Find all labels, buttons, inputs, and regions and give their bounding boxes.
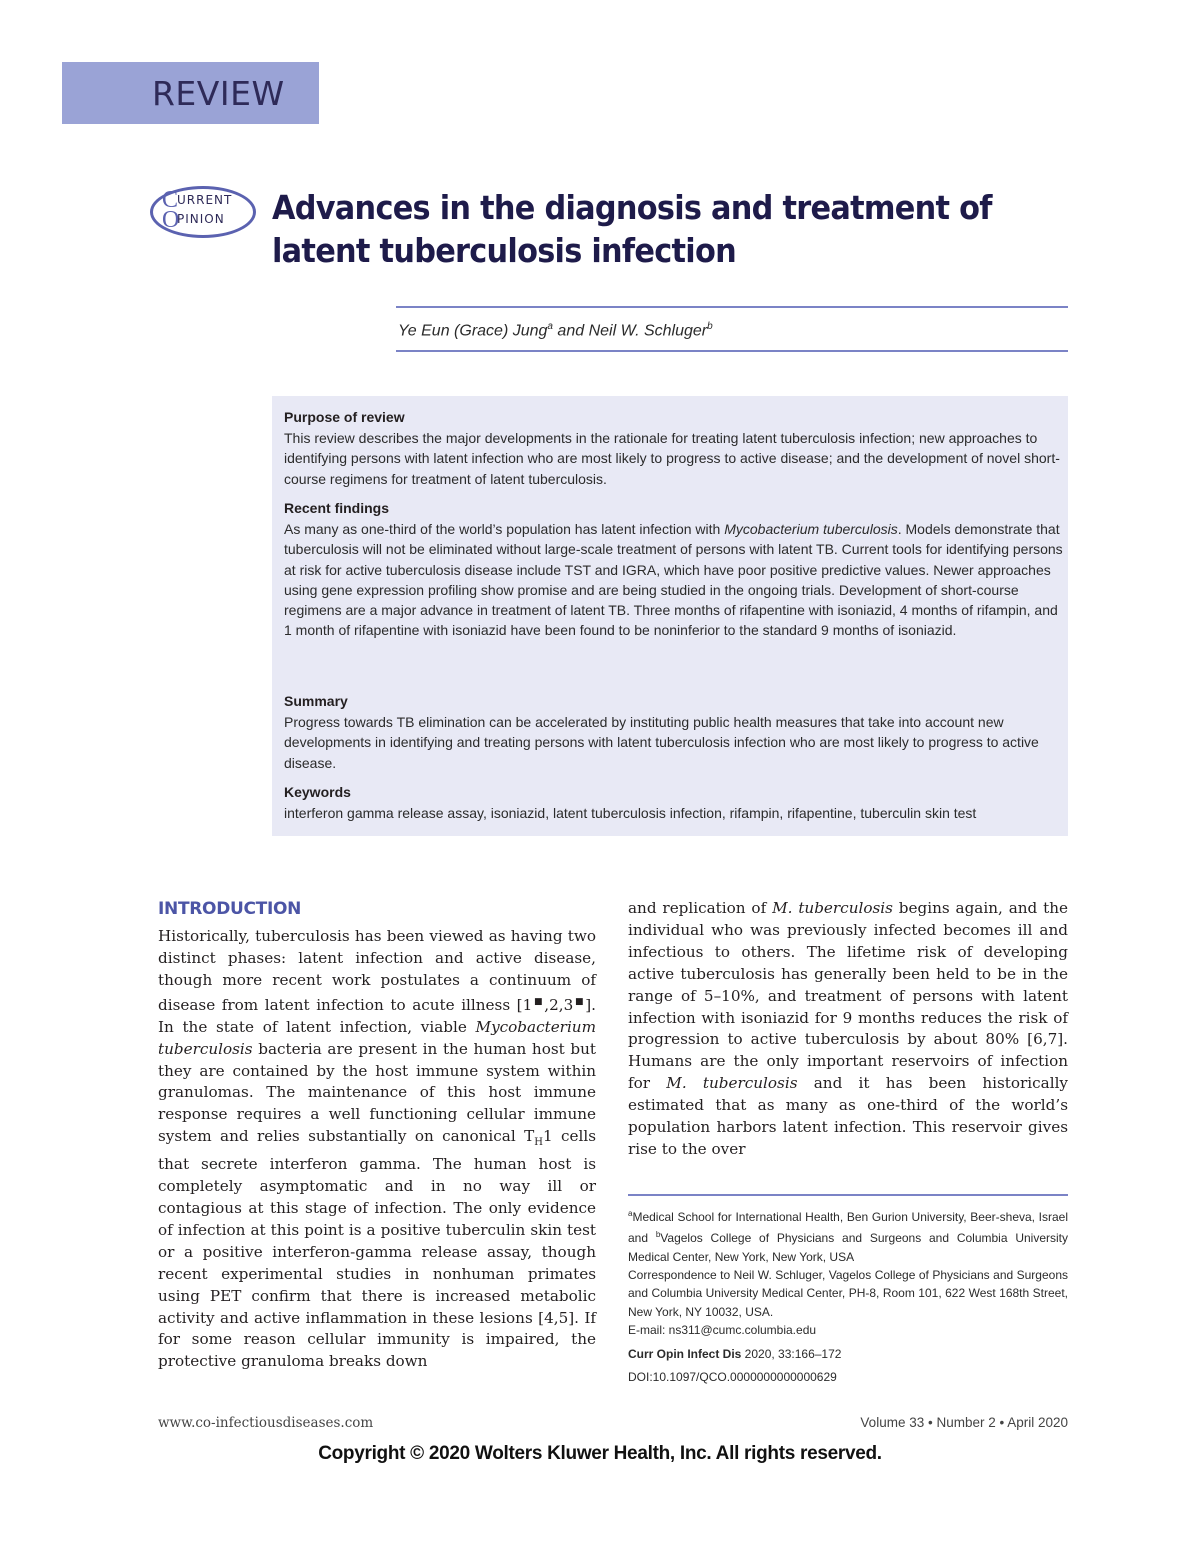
th-subscript: H bbox=[534, 1137, 543, 1149]
introduction-heading: INTRODUCTION bbox=[158, 899, 302, 919]
article-title: Advances in the diagnosis and treatment of latent tuberculosis infection bbox=[272, 188, 992, 270]
affiliations-rule bbox=[628, 1194, 1068, 1196]
findings-text-part: As many as one-third of the world’s population has latent infection with bbox=[284, 521, 725, 537]
logo-word-urrent: URRENT bbox=[177, 193, 233, 207]
keywords-text: interferon gamma release assay, isoniazid, latent tuberculosis infection, rifampin, rifapentine, tuberculin skin test bbox=[284, 805, 977, 821]
logo-letter-o: O bbox=[162, 207, 180, 233]
intro-text: ]. In the state of latent infection, viable bbox=[158, 995, 596, 1036]
citation-text: 2020, 33:166–172 bbox=[741, 1347, 842, 1361]
findings-organism: Mycobacterium tuberculosis bbox=[724, 521, 898, 537]
abstract-box bbox=[272, 396, 1068, 836]
author-2: Neil W. Schluger bbox=[588, 322, 708, 340]
findings-text-part: . Models demonstrate that tuberculosis will not be eliminated without large-scale treatment of persons with latent TB. Current tools for identifying persons at risk for active tuberculosis disease include TST and IGRA, which have poor positive predictive values. Newer approaches using gene expression profiling show promise and are being studied in the ongoing trials. Development of short-course regimens are a major advance in treatment of latent TB. Three months of rifapentine with isoniazid, 4 months of rifampin, and 1 month of rifapentine with isoniazid have been found to be noninferior to the standard 9 months of isoniazid. bbox=[284, 521, 1063, 639]
purpose-text: This review describes the major developments in the rationale for treating latent tuberculosis infection; new approaches to identifying persons with latent infection who are most likely to progress to active disease; and the development of novel short-course regimens for treatment of latent tuberculosis. bbox=[284, 430, 1060, 487]
affiliation-text: Vagelos College of Physicians and Surgeons and Columbia University Medical Center, New York, New York, USA bbox=[628, 1231, 1068, 1264]
authors-and: and bbox=[552, 322, 589, 340]
findings-heading: Recent findings bbox=[284, 500, 390, 516]
intro-text: Historically, tuberculosis has been viewed as having two distinct phases: latent infection and active disease, though more recent work postulates a continuum of disease from latent infection to acute illness [1 bbox=[158, 927, 596, 1014]
journal-name: Curr Opin Infect Dis bbox=[628, 1347, 742, 1361]
intro-left-column: Historically, tuberculosis has been viewed as having two distinct phases: latent infection and active disease, though more recent work postulates a continuum of disease from latent infection to acute illness [1■,2,3■]. In the state of latent infection, viable Mycobacterium tuberculosis bacteria are present in the human host but they are contained by the host immune system within granulomas. The maintenance of this host immune response requires a well functioning cellular immune system and relies substantially on canonical $T_H1$ cells that secrete interferon gamma. The human host is completely asymptomatic and in no way ill or contagious at this stage of infection. The only evidence of infection at this point is a positive tuberculin skin test or a positive interferon-gamma release assay, though recent experimental studies in nonhuman primates using PET confirm that there is increased metabolic activity and active inflammation in these lesions [4,5]. If for some reason cellular immunity is impaired, the protective granuloma breaks down bbox=[158, 927, 596, 1371]
intro-text: ,2,3 bbox=[544, 995, 574, 1014]
author-2-affiliation: b bbox=[707, 321, 713, 332]
intro-organism: M. tuberculosis bbox=[666, 1074, 798, 1093]
review-banner bbox=[62, 62, 319, 124]
correspondence: Correspondence to Neil W. Schluger, Vagelos College of Physicians and Surgeons and Columbia University Medical Center, PH-8, Room 101, 622 West 168th Street, New York, NY 10032, USA. bbox=[628, 1268, 1068, 1319]
affiliations bbox=[628, 1205, 1068, 1266]
intro-text: and replication of bbox=[628, 899, 773, 917]
intro-right-column bbox=[628, 898, 1068, 1161]
author-1: Ye Eun (Grace) Jung bbox=[398, 322, 548, 340]
intro-text: and it has been historically estimated that as many as one-third of the world’s population harbors latent infection. This reservoir gives rise to the over bbox=[628, 1074, 1069, 1158]
footer-url[interactable]: www.co-infectiousdiseases.com bbox=[158, 1415, 374, 1431]
logo-word-pinion: PINION bbox=[177, 212, 225, 226]
doi: DOI:10.1097/QCO.0000000000000629 bbox=[628, 1370, 837, 1384]
logo-letter-c: C bbox=[162, 187, 179, 213]
purpose-heading: Purpose of review bbox=[284, 409, 405, 425]
intro-text: begins again, and the individual who was previously infected becomes ill and infectious to others. The lifetime risk of developing active tuberculosis has generally been held to be in the range of 5–10%, and treatment of persons with latent infection with isoniazid for 9 months reduces the risk of progression to active tuberculosis by about 80% [6,7]. Humans are the only important reservoirs of infection for bbox=[628, 899, 1069, 1093]
intro-organism: M. tuberculosis bbox=[772, 899, 893, 917]
authors bbox=[398, 321, 713, 340]
keywords-heading: Keywords bbox=[284, 784, 351, 800]
affiliation-text: Medical School for International Health, Ben Gurion University, Beer-sheva, Israel and bbox=[628, 1210, 1068, 1246]
authors-rule-bottom bbox=[396, 350, 1068, 352]
intro-text: bacteria are present in the human host but they are contained by the host immune system within granulomas. The maintenance of this host immune response requires a well functioning cellular immune system and relies substantially on canonical T bbox=[158, 1039, 596, 1146]
intro-organism: Mycobacterium tuberculosis bbox=[158, 1017, 596, 1058]
author-1-affiliation: a bbox=[547, 321, 553, 332]
citation bbox=[628, 1345, 1068, 1363]
copyright-notice: Copyright © 2020 Wolters Kluwer Health, Inc. All rights reserved. bbox=[318, 1443, 882, 1464]
affiliation-b-mark: b bbox=[655, 1230, 661, 1240]
summary-text: Progress towards TB elimination can be accelerated by instituting public health measures that take into account new developments in identifying and treating persons with latent tuberculosis infection who are most likely to progress to active disease. bbox=[284, 714, 1039, 771]
intro-text: 1 cells that secrete interferon gamma. The human host is completely asymptomatic and in no way ill or contagious at this stage of infection. The only evidence of infection at this point is a positive tuberculin skin test or a positive interferon-gamma release assay, though recent experimental studies in nonhuman primates using PET confirm that there is increased metabolic activity and active inflammation in these lesions [4,5]. If for some reason cellular immunity is impaired, the protective granuloma breaks down bbox=[158, 1127, 596, 1371]
findings-text bbox=[284, 519, 1064, 641]
email: E-mail: ns311@cumc.columbia.edu bbox=[628, 1323, 817, 1337]
affiliation-a-mark: a bbox=[628, 1209, 633, 1218]
summary-heading: Summary bbox=[284, 693, 348, 709]
authors-rule-top bbox=[396, 306, 1068, 308]
review-label: REVIEW bbox=[152, 74, 285, 113]
current-opinion-logo bbox=[150, 186, 256, 238]
footer-volume: Volume 33 • Number 2 • April 2020 bbox=[860, 1415, 1068, 1430]
